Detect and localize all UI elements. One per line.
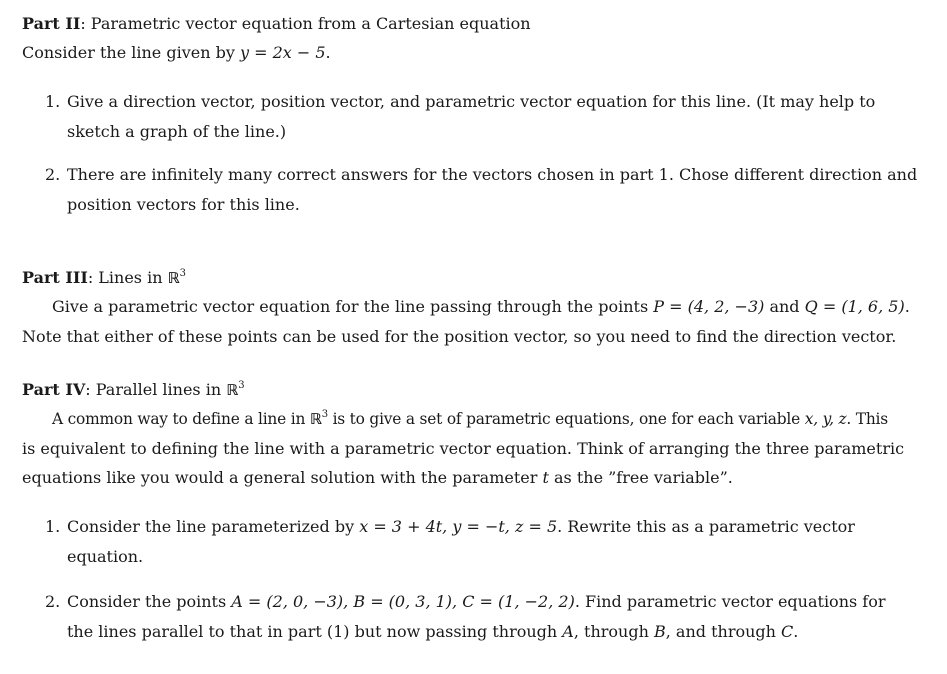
point-c: C bbox=[781, 622, 794, 641]
part4-points: A = (2, 0, −3), B = (0, 3, 1), C = (1, −2, 2) bbox=[231, 592, 575, 611]
part3-line1 bbox=[52, 297, 910, 317]
point-q: Q = (1, 6, 5) bbox=[804, 297, 905, 316]
part2-item-1-number: 1. bbox=[45, 92, 61, 111]
part4-item-1-line2: equation. bbox=[67, 547, 144, 566]
part4-p1-exponent: 3 bbox=[321, 408, 328, 420]
part3-and: and bbox=[764, 297, 805, 316]
part4-item-2-end: . Find parametric vector equations for bbox=[574, 592, 886, 611]
part2-item-1-line2: sketch a graph of the line.) bbox=[67, 122, 287, 141]
part4-item-1-line1 bbox=[45, 517, 855, 537]
part3-label: Part III bbox=[22, 268, 88, 287]
part3-line1-text: Give a parametric vector equation for the line passing through the points bbox=[52, 297, 654, 316]
part4-item-2-line2 bbox=[67, 622, 798, 642]
part4-item-2-text: Consider the points bbox=[67, 592, 232, 611]
part3-line2: Note that either of these points can be used for the position vector, so you need to find the direction vector. bbox=[22, 327, 897, 346]
point-p: P = (4, 2, −3) bbox=[653, 297, 765, 316]
part4-item-2-comma-2: , and through bbox=[665, 622, 782, 641]
part4-space-symbol: ℝ bbox=[226, 381, 239, 399]
part2-item-1-line1 bbox=[45, 92, 875, 112]
part4-param-equations: x = 3 + 4t, y = −t, z = 5 bbox=[359, 517, 558, 536]
part4-title: : Parallel lines in bbox=[85, 380, 227, 399]
part4-paragraph-line2: is equivalent to defining the line with a parametric vector equation. Think of arranging the three parametric bbox=[22, 439, 905, 458]
part2-label: Part II bbox=[22, 14, 81, 33]
part2-intro-text: Consider the line given by bbox=[22, 43, 240, 62]
part2-intro bbox=[22, 43, 331, 63]
part4-item-2-number: 2. bbox=[45, 592, 61, 611]
part3-line1-end: . bbox=[904, 297, 910, 316]
part2-item-2-number: 2. bbox=[45, 165, 61, 184]
part3-heading bbox=[22, 268, 186, 288]
part3-space-symbol: ℝ bbox=[167, 269, 180, 287]
part4-exponent: 3 bbox=[238, 379, 245, 391]
part4-label: Part IV bbox=[22, 380, 86, 399]
part4-item-1-number: 1. bbox=[45, 517, 61, 536]
part4-p1-space: ℝ bbox=[309, 410, 322, 428]
part4-item-2-line1 bbox=[45, 592, 886, 612]
part4-item-2-comma-1: , through bbox=[573, 622, 654, 641]
part2-item-2-line2: position vectors for this line. bbox=[67, 195, 300, 214]
part4-item-2-line2-a: the lines parallel to that in part (1) but now passing through bbox=[67, 622, 563, 641]
part4-heading bbox=[22, 380, 245, 400]
part4-p1-c: . This bbox=[846, 410, 888, 428]
part2-heading bbox=[22, 14, 531, 34]
part4-p1-b: is to give a set of parametric equations, one for each variable bbox=[327, 410, 805, 428]
part2-intro-end: . bbox=[325, 43, 331, 62]
part2-equation: y = 2x − 5 bbox=[239, 43, 326, 62]
part3-title: : Lines in bbox=[87, 268, 168, 287]
point-a: A bbox=[562, 622, 574, 641]
part4-item-1-end: . Rewrite this as a parametric vector bbox=[557, 517, 855, 536]
part3-exponent: 3 bbox=[179, 267, 187, 279]
part4-p1-vars: x, y, z bbox=[804, 410, 847, 428]
part2-item-2-text: There are infinitely many correct answers for the vectors chosen in part 1. Chose different direction and bbox=[67, 165, 918, 184]
part4-p3-a: equations like you would a general solution with the parameter bbox=[22, 468, 543, 487]
part4-item-1-text: Consider the line parameterized by bbox=[67, 517, 360, 536]
part4-paragraph-line1 bbox=[52, 409, 888, 429]
part2-item-1-text: Give a direction vector, position vector, and parametric vector equation for this line. (It may help to bbox=[67, 92, 876, 111]
part4-p1-a: A common way to define a line in bbox=[52, 410, 310, 428]
part4-p3-t: t bbox=[542, 468, 549, 487]
part4-item-2-end-period: . bbox=[793, 622, 799, 641]
point-b: B bbox=[653, 622, 666, 641]
part4-p3-b: as the ”free variable”. bbox=[548, 468, 733, 487]
part2-title: : Parametric vector equation from a Cartesian equation bbox=[80, 14, 531, 33]
part4-paragraph-line3 bbox=[22, 468, 733, 488]
part2-item-2-line1 bbox=[45, 165, 917, 185]
